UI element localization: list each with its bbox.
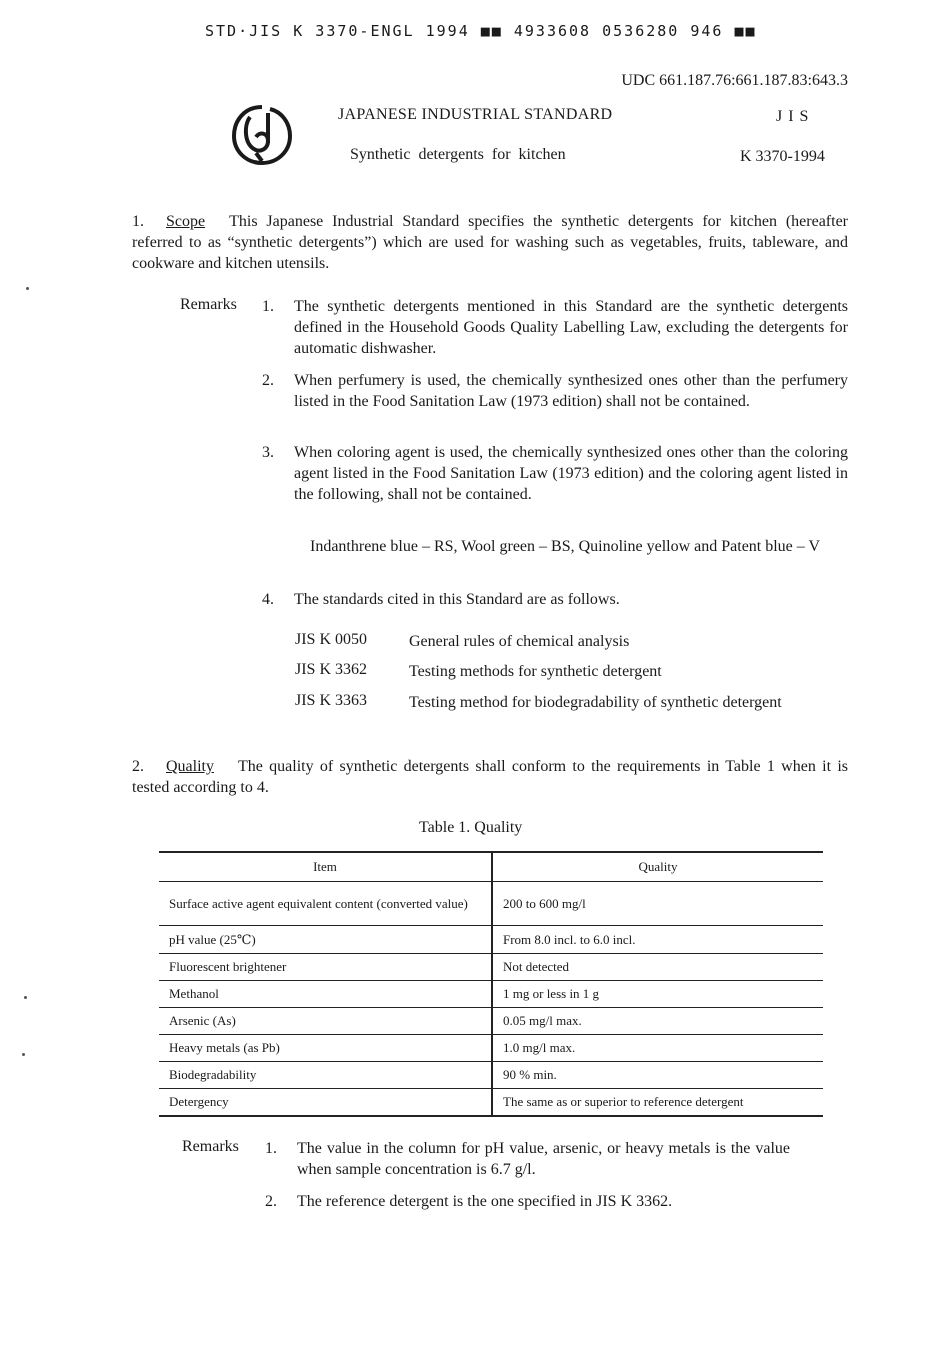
table-row: [159, 926, 823, 954]
section-number: 1.: [132, 213, 144, 230]
row-quality: 200 to 600 mg/l: [492, 882, 823, 926]
section-quality: [132, 756, 848, 798]
scan-speck: [22, 1053, 25, 1056]
table-header-row: [159, 852, 823, 882]
section-number: 2.: [132, 758, 144, 775]
row-quality: 1 mg or less in 1 g: [492, 981, 823, 1008]
section-text: The quality of synthetic detergents shall conform to the requirements in Table 1 when it is tested according to 4.: [132, 758, 848, 796]
table-row: [159, 1035, 823, 1062]
remark-number: 1.: [262, 298, 274, 315]
row-quality: 0.05 mg/l max.: [492, 1008, 823, 1035]
remark-text: The standards cited in this Standard are as follows.: [294, 591, 620, 608]
standard-title: Synthetic detergents for kitchen: [350, 146, 566, 163]
remarks-label: Remarks: [180, 296, 237, 313]
standard-org: JAPANESE INDUSTRIAL STANDARD: [338, 106, 613, 123]
row-quality: 90 % min.: [492, 1062, 823, 1089]
jis-mark: JIS: [776, 108, 815, 125]
scan-speck: [24, 996, 27, 999]
remark-text: The synthetic detergents mentioned in this Standard are the synthetic detergents defined in the Household Goods Quality Labelling Law, excluding the detergents for automatic dishwasher.: [294, 298, 848, 357]
table-row: [159, 954, 823, 981]
cited-standard-code: JIS K 3362: [295, 661, 368, 678]
row-quality: 1.0 mg/l max.: [492, 1035, 823, 1062]
remark-number: 1.: [265, 1140, 277, 1157]
cited-standard-code: JIS K 3363: [295, 692, 368, 709]
remark-text: When coloring agent is used, the chemically synthesized ones other than the coloring agent listed in the Food Sanitation Law (1973 edition) and the coloring agent listed in the following, shall not be contained.: [294, 444, 848, 503]
column-header-item: Item: [159, 852, 492, 882]
remark-item: [262, 370, 848, 412]
scan-speck: [26, 287, 29, 290]
table-row: [159, 1008, 823, 1035]
quality-table: [159, 851, 823, 1117]
jis-logo-icon: [230, 103, 294, 167]
remark-item: [262, 589, 848, 610]
cited-standard-code: JIS K 0050: [295, 631, 368, 648]
standard-number: K 3370-1994: [740, 148, 825, 165]
udc-code: UDC 661.187.76:661.187.83:643.3: [621, 72, 848, 89]
remark-text: The reference detergent is the one specified in JIS K 3362.: [297, 1193, 673, 1210]
section-heading: Quality: [166, 758, 214, 775]
remark-number: 2.: [265, 1193, 277, 1210]
remark-item: [265, 1138, 790, 1180]
row-item: Methanol: [159, 981, 492, 1008]
table-row: [159, 1089, 823, 1116]
row-quality: From 8.0 incl. to 6.0 incl.: [492, 926, 823, 954]
row-item: Surface active agent equivalent content (converted value): [159, 882, 492, 926]
row-item: Arsenic (As): [159, 1008, 492, 1035]
table-row: [159, 882, 823, 926]
cited-standard-title: Testing method for biodegradability of synthetic detergent: [409, 694, 782, 711]
remark-item: [262, 442, 848, 505]
remark-item: [262, 296, 848, 359]
remark-text: The value in the column for pH value, arsenic, or heavy metals is the value when sample concentration is 6.7 g/l.: [297, 1140, 790, 1178]
row-item: pH value (25℃): [159, 926, 492, 954]
section-text: This Japanese Industrial Standard specifies the synthetic detergents for kitchen (hereafter referred to as “synthetic detergents”) which are used for washing such as vegetables, fruits, tableware, and cookware and kitchen utensils.: [132, 213, 848, 272]
table-row: [159, 1062, 823, 1089]
table-row: [159, 981, 823, 1008]
row-item: Biodegradability: [159, 1062, 492, 1089]
section-scope: [132, 211, 848, 274]
remark-number: 3.: [262, 444, 274, 461]
table-caption: Table 1. Quality: [419, 819, 523, 836]
column-header-quality: Quality: [492, 852, 823, 882]
coloring-agent-list: [294, 536, 848, 557]
section-heading: Scope: [166, 213, 206, 230]
row-quality: The same as or superior to reference detergent: [492, 1089, 823, 1116]
row-quality: Not detected: [492, 954, 823, 981]
remark-text: When perfumery is used, the chemically synthesized ones other than the perfumery listed in the Food Sanitation Law (1973 edition) shall not be contained.: [294, 372, 848, 410]
cited-standard-title: General rules of chemical analysis: [409, 633, 630, 650]
remarks-label: Remarks: [182, 1138, 239, 1155]
row-item: Detergency: [159, 1089, 492, 1116]
remark-number: 4.: [262, 591, 274, 608]
row-item: Fluorescent brightener: [159, 954, 492, 981]
cited-standard-title: Testing methods for synthetic detergent: [409, 663, 662, 680]
document-control-line: STD·JIS K 3370-ENGL 1994 ■■ 4933608 0536280 946 ■■: [205, 22, 757, 40]
row-item: Heavy metals (as Pb): [159, 1035, 492, 1062]
remark-number: 2.: [262, 372, 274, 389]
remark-item: [265, 1191, 817, 1212]
remark-text: Indanthrene blue – RS, Wool green – BS, Quinoline yellow and Patent blue – V: [310, 538, 821, 555]
